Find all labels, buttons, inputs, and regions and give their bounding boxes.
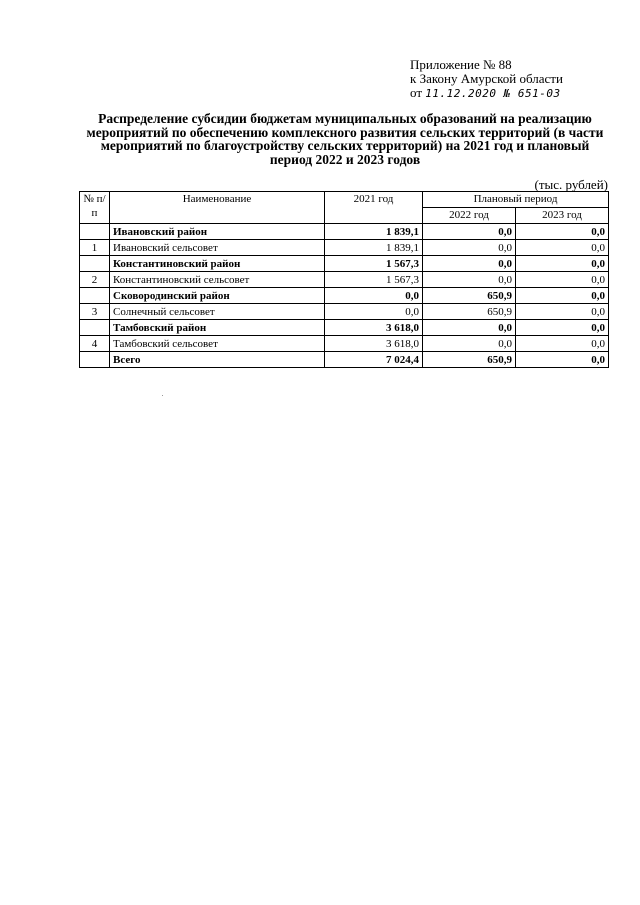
appendix-block [410,58,630,101]
subsidy-table [79,191,609,368]
row-name-cell: Солнечный сельсовет [110,304,325,320]
table-row [80,336,609,352]
units-label: (тыс. рублей) [534,177,608,192]
row-name-cell: Константиновский район [110,256,325,272]
header-2022: 2022 год [423,208,516,224]
row-2023-value-cell: 0,0 [516,288,609,304]
row-2023-value-cell: 0,0 [516,320,609,336]
header-2021: 2021 год [325,192,423,224]
row-2021-value-cell: 7 024,4 [325,352,423,368]
row-name-cell: Сковородинский район [110,288,325,304]
row-2021-value-cell: 3 618,0 [325,320,423,336]
row-2022-value-cell: 0,0 [423,256,516,272]
row-2021-value-cell: 3 618,0 [325,336,423,352]
row-number-cell: 1 [80,240,110,256]
header-name: Наименование [110,192,325,224]
row-2022-value-cell: 650,9 [423,352,516,368]
table-row [80,240,609,256]
appendix-law-reference: к Закону Амурской области [410,71,563,86]
row-2023-value-cell: 0,0 [516,240,609,256]
table-row [80,224,609,240]
row-name-cell: Константиновский сельсовет [110,272,325,288]
header-planned-period: Плановый период [423,192,609,208]
header-number: № п/п [80,192,110,224]
row-name-cell: Всего [110,352,325,368]
row-2023-value-cell: 0,0 [516,272,609,288]
row-2021-value-cell: 1 567,3 [325,256,423,272]
row-2023-value-cell: 0,0 [516,336,609,352]
table-body [80,224,609,368]
row-2021-value-cell: 1 839,1 [325,224,423,240]
row-2023-value-cell: 0,0 [516,352,609,368]
row-name-cell: Тамбовский сельсовет [110,336,325,352]
table-row [80,272,609,288]
row-2023-value-cell: 0,0 [516,304,609,320]
row-number-cell [80,320,110,336]
row-2022-value-cell: 0,0 [423,240,516,256]
row-name-cell: Тамбовский район [110,320,325,336]
scan-speck [162,395,163,396]
row-number-cell [80,288,110,304]
row-number-cell [80,224,110,240]
row-number-cell [80,256,110,272]
row-2022-value-cell: 650,9 [423,304,516,320]
row-name-cell: Ивановский район [110,224,325,240]
row-number-cell [80,352,110,368]
row-2023-value-cell: 0,0 [516,256,609,272]
row-2022-value-cell: 650,9 [423,288,516,304]
table-row [80,304,609,320]
row-2023-value-cell: 0,0 [516,224,609,240]
appendix-date-line [410,86,630,101]
header-2023: 2023 год [516,208,609,224]
table-row [80,352,609,368]
table-row [80,320,609,336]
row-number-cell: 3 [80,304,110,320]
row-name-cell: Ивановский сельсовет [110,240,325,256]
row-2022-value-cell: 0,0 [423,224,516,240]
document-title: Распределение субсидии бюджетам муниципальных образований на реализацию мероприятий по обеспечению комплексного развития сельских территорий (в части мероприятий по благоустройству сельских территорий) на 2021 год и плановый период 2022 и 2023 годов [86,111,604,167]
handwritten-date-number: 11.12.2020 № 651-03 [425,87,561,100]
row-2021-value-cell: 0,0 [325,288,423,304]
row-number-cell: 2 [80,272,110,288]
table-row [80,288,609,304]
date-prefix: от [410,85,423,100]
appendix-number: Приложение № 88 [410,57,512,72]
row-2021-value-cell: 1 839,1 [325,240,423,256]
row-2022-value-cell: 0,0 [423,272,516,288]
row-number-cell: 4 [80,336,110,352]
table-row [80,256,609,272]
row-2021-value-cell: 1 567,3 [325,272,423,288]
row-2021-value-cell: 0,0 [325,304,423,320]
row-2022-value-cell: 0,0 [423,336,516,352]
row-2022-value-cell: 0,0 [423,320,516,336]
